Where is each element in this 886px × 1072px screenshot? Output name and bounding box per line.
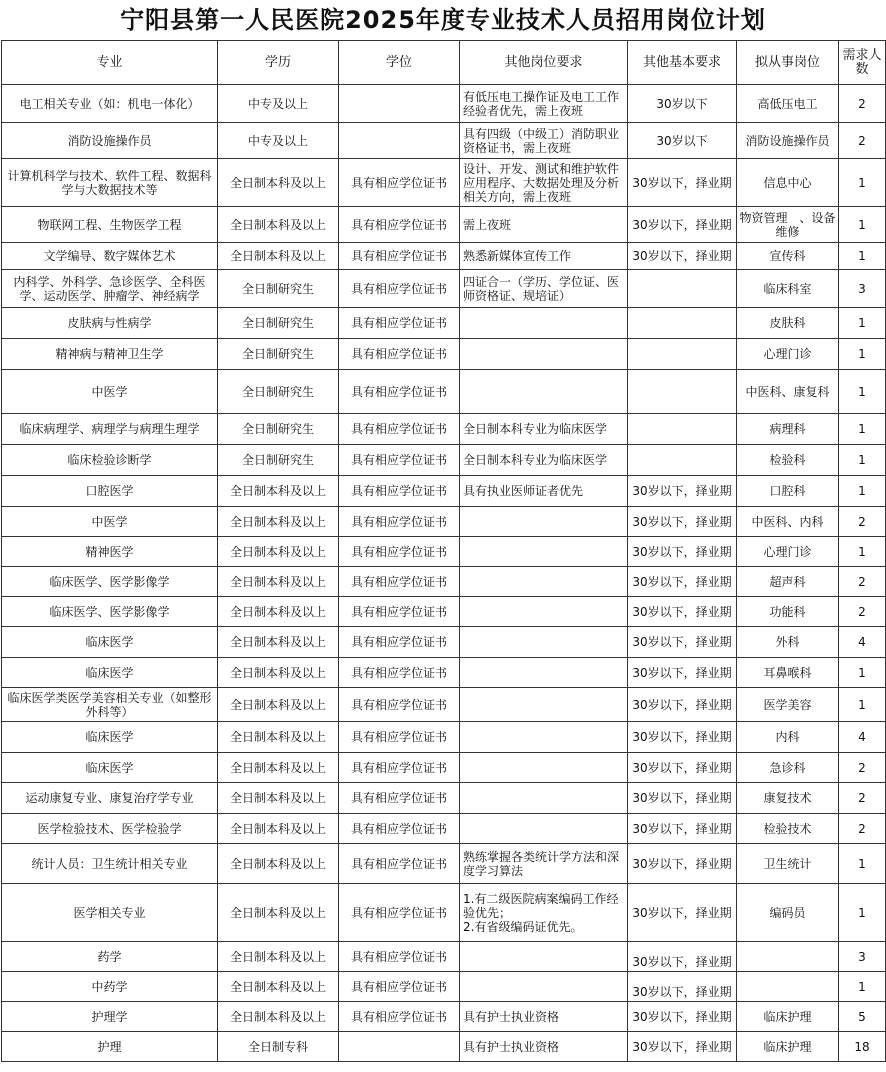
table-row [2,814,886,844]
cell-headcount: 1 [839,658,886,688]
cell-other-post-req [460,597,628,627]
cell-basic-req: 30岁以下，择业期 [628,753,737,783]
cell-major: 临床医学 [2,627,218,658]
table-row [2,537,886,567]
cell-basic-req: 30岁以下 [628,123,737,159]
cell-other-post-req [460,972,628,1002]
cell-headcount: 1 [839,445,886,476]
header-row [2,41,886,85]
cell-degree: 具有相应学位证书 [339,537,460,567]
cell-headcount: 3 [839,942,886,972]
cell-headcount: 1 [839,159,886,207]
cell-basic-req: 30岁以下，择业期 [628,688,737,722]
cell-degree [339,123,460,159]
cell-major: 医学检验技术、医学检验学 [2,814,218,844]
cell-major: 临床医学 [2,658,218,688]
cell-major: 统计人员：卫生统计相关专业 [2,844,218,884]
cell-other-post-req [460,658,628,688]
cell-major: 临床病理学、病理学与病理生理学 [2,414,218,445]
cell-basic-req: 30岁以下，择业期 [628,1002,737,1032]
cell-basic-req: 30岁以下，择业期 [628,942,737,972]
cell-basic-req: 30岁以下，择业期 [628,722,737,753]
cell-education: 全日制本科及以上 [218,207,339,243]
page-title: 宁阳县第一人民医院2025年度专业技术人员招用岗位计划 [120,6,766,34]
cell-education: 全日制本科及以上 [218,814,339,844]
cell-education: 全日制专科 [218,1032,339,1062]
cell-other-post-req [460,814,628,844]
cell-basic-req: 30岁以下，择业期 [628,537,737,567]
cell-degree: 具有相应学位证书 [339,476,460,507]
cell-major: 临床医学、医学影像学 [2,567,218,597]
cell-position: 宣传科 [737,243,839,270]
cell-position: 外科 [737,627,839,658]
cell-major: 精神医学 [2,537,218,567]
cell-education: 全日制本科及以上 [218,159,339,207]
cell-basic-req: 30岁以下 [628,85,737,123]
table-row [2,658,886,688]
table-row [2,567,886,597]
cell-other-post-req [460,942,628,972]
cell-degree: 具有相应学位证书 [339,844,460,884]
cell-headcount: 1 [839,207,886,243]
cell-degree: 具有相应学位证书 [339,159,460,207]
cell-education: 全日制本科及以上 [218,972,339,1002]
recruitment-table [1,40,886,1062]
cell-education: 全日制本科及以上 [218,507,339,537]
table-row [2,123,886,159]
cell-headcount: 2 [839,783,886,814]
cell-education: 全日制本科及以上 [218,627,339,658]
cell-major: 临床医学、医学影像学 [2,597,218,627]
cell-degree: 具有相应学位证书 [339,783,460,814]
cell-education: 全日制研究生 [218,445,339,476]
cell-position: 皮肤科 [737,308,839,339]
cell-degree [339,1032,460,1062]
cell-position [737,942,839,972]
cell-position: 临床科室 [737,270,839,308]
table-row [2,1002,886,1032]
table-row [2,972,886,1002]
header-position: 拟从事岗位 [737,41,839,85]
cell-other-post-req [460,507,628,537]
table-row [2,597,886,627]
cell-degree: 具有相应学位证书 [339,814,460,844]
cell-basic-req: 30岁以下，择业期 [628,597,737,627]
cell-major: 物联网工程、生物医学工程 [2,207,218,243]
cell-basic-req: 30岁以下，择业期 [628,658,737,688]
cell-other-post-req [460,722,628,753]
cell-basic-req: 30岁以下，择业期 [628,972,737,1002]
cell-position: 检验技术 [737,814,839,844]
cell-headcount: 1 [839,844,886,884]
cell-other-post-req [460,537,628,567]
cell-headcount: 2 [839,85,886,123]
cell-degree: 具有相应学位证书 [339,445,460,476]
cell-degree: 具有相应学位证书 [339,507,460,537]
header-degree: 学位 [339,41,460,85]
cell-degree: 具有相应学位证书 [339,1002,460,1032]
cell-education: 中专及以上 [218,85,339,123]
cell-major: 内科学、外科学、急诊医学、全科医学、运动医学、肿瘤学、神经病学 [2,270,218,308]
cell-headcount: 18 [839,1032,886,1062]
cell-basic-req: 30岁以下，择业期 [628,844,737,884]
cell-education: 全日制研究生 [218,308,339,339]
cell-major: 口腔医学 [2,476,218,507]
cell-degree: 具有相应学位证书 [339,942,460,972]
cell-other-post-req: 全日制本科专业为临床医学 [460,445,628,476]
cell-major: 运动康复专业、康复治疗学专业 [2,783,218,814]
cell-other-post-req [460,339,628,370]
cell-headcount: 2 [839,597,886,627]
cell-position: 耳鼻喉科 [737,658,839,688]
cell-major: 计算机科学与技术、软件工程、数据科学与大数据技术等 [2,159,218,207]
cell-position: 急诊科 [737,753,839,783]
table-row [2,1032,886,1062]
cell-headcount: 1 [839,537,886,567]
cell-degree: 具有相应学位证书 [339,627,460,658]
cell-other-post-req [460,370,628,414]
cell-degree: 具有相应学位证书 [339,722,460,753]
cell-other-post-req [460,688,628,722]
cell-degree: 具有相应学位证书 [339,270,460,308]
cell-education: 全日制本科及以上 [218,1002,339,1032]
cell-basic-req: 30岁以下，择业期 [628,507,737,537]
cell-position [737,972,839,1002]
cell-headcount: 1 [839,414,886,445]
cell-other-post-req [460,753,628,783]
cell-education: 全日制本科及以上 [218,753,339,783]
cell-headcount: 2 [839,123,886,159]
cell-basic-req: 30岁以下，择业期 [628,884,737,942]
cell-degree: 具有相应学位证书 [339,308,460,339]
cell-other-post-req: 有低压电工操作证及电工工作经验者优先，需上夜班 [460,85,628,123]
cell-degree: 具有相应学位证书 [339,658,460,688]
table-row [2,884,886,942]
cell-major: 中医学 [2,370,218,414]
cell-position: 中医科、内科 [737,507,839,537]
header-headcount: 需求人数 [839,41,886,85]
cell-basic-req: 30岁以下，择业期 [628,567,737,597]
cell-degree: 具有相应学位证书 [339,243,460,270]
table-row [2,85,886,123]
cell-basic-req [628,339,737,370]
cell-major: 药学 [2,942,218,972]
cell-headcount: 1 [839,243,886,270]
cell-headcount: 1 [839,972,886,1002]
cell-headcount: 3 [839,270,886,308]
cell-education: 全日制本科及以上 [218,243,339,270]
cell-position: 内科 [737,722,839,753]
cell-position: 临床护理 [737,1032,839,1062]
cell-position: 信息中心 [737,159,839,207]
header-major: 专业 [2,41,218,85]
cell-basic-req [628,370,737,414]
cell-education: 全日制本科及以上 [218,942,339,972]
cell-other-post-req: 需上夜班 [460,207,628,243]
table-row [2,414,886,445]
cell-headcount: 4 [839,627,886,658]
table-row [2,688,886,722]
cell-basic-req: 30岁以下，择业期 [628,243,737,270]
cell-position: 物资管理 、设备维修 [737,207,839,243]
cell-education: 全日制本科及以上 [218,597,339,627]
cell-major: 临床医学类医学美容相关专业（如整形外科等） [2,688,218,722]
cell-major: 精神病与精神卫生学 [2,339,218,370]
cell-basic-req: 30岁以下，择业期 [628,814,737,844]
table-row [2,722,886,753]
cell-position: 高低压电工 [737,85,839,123]
cell-education: 中专及以上 [218,123,339,159]
header-other-post-req: 其他岗位要求 [460,41,628,85]
header-basic-req: 其他基本要求 [628,41,737,85]
cell-position: 功能科 [737,597,839,627]
table-row [2,507,886,537]
cell-headcount: 2 [839,814,886,844]
cell-education: 全日制本科及以上 [218,688,339,722]
cell-basic-req: 30岁以下，择业期 [628,627,737,658]
header-education: 学历 [218,41,339,85]
cell-headcount: 1 [839,308,886,339]
cell-position: 心理门诊 [737,339,839,370]
cell-degree: 具有相应学位证书 [339,597,460,627]
table-row [2,753,886,783]
cell-position: 中医科、康复科 [737,370,839,414]
cell-basic-req: 30岁以下，择业期 [628,207,737,243]
cell-education: 全日制研究生 [218,414,339,445]
cell-position: 超声科 [737,567,839,597]
cell-other-post-req: 具有护士执业资格 [460,1032,628,1062]
cell-other-post-req: 四证合一（学历、学位证、医师资格证、规培证） [460,270,628,308]
cell-degree: 具有相应学位证书 [339,339,460,370]
cell-other-post-req [460,567,628,597]
cell-other-post-req: 1.有二级医院病案编码工作经验优先； 2.有省级编码证优先。 [460,884,628,942]
cell-degree: 具有相应学位证书 [339,414,460,445]
table-row [2,476,886,507]
cell-headcount: 1 [839,339,886,370]
cell-headcount: 5 [839,1002,886,1032]
table-row [2,243,886,270]
cell-education: 全日制本科及以上 [218,844,339,884]
cell-major: 医学相关专业 [2,884,218,942]
cell-position: 医学美容 [737,688,839,722]
cell-basic-req [628,270,737,308]
table-row [2,270,886,308]
cell-other-post-req [460,783,628,814]
cell-headcount: 1 [839,884,886,942]
cell-headcount: 1 [839,688,886,722]
cell-headcount: 4 [839,722,886,753]
table-row [2,370,886,414]
cell-major: 中药学 [2,972,218,1002]
cell-headcount: 2 [839,567,886,597]
cell-other-post-req: 熟悉新媒体宣传工作 [460,243,628,270]
cell-other-post-req: 设计、开发、测试和维护软件应用程序、大数据处理及分析相关方向，需上夜班 [460,159,628,207]
cell-other-post-req: 全日制本科专业为临床医学 [460,414,628,445]
cell-position: 编码员 [737,884,839,942]
cell-basic-req: 30岁以下，择业期 [628,476,737,507]
cell-position: 康复技术 [737,783,839,814]
cell-major: 电工相关专业（如：机电一体化） [2,85,218,123]
cell-basic-req: 30岁以下，择业期 [628,159,737,207]
cell-basic-req [628,414,737,445]
table-body [2,85,886,1062]
table-row [2,627,886,658]
cell-headcount: 1 [839,370,886,414]
cell-education: 全日制研究生 [218,370,339,414]
cell-position: 临床护理 [737,1002,839,1032]
table-row [2,207,886,243]
cell-other-post-req [460,308,628,339]
cell-major: 临床医学 [2,722,218,753]
cell-education: 全日制本科及以上 [218,476,339,507]
cell-basic-req [628,445,737,476]
cell-other-post-req [460,627,628,658]
table-row [2,445,886,476]
cell-basic-req: 30岁以下，择业期 [628,783,737,814]
cell-degree: 具有相应学位证书 [339,753,460,783]
cell-headcount: 1 [839,476,886,507]
cell-education: 全日制本科及以上 [218,537,339,567]
cell-position: 卫生统计 [737,844,839,884]
cell-major: 皮肤病与性病学 [2,308,218,339]
cell-degree: 具有相应学位证书 [339,972,460,1002]
table-row [2,844,886,884]
cell-position: 检验科 [737,445,839,476]
cell-major: 中医学 [2,507,218,537]
cell-headcount: 2 [839,753,886,783]
cell-basic-req [628,308,737,339]
cell-education: 全日制研究生 [218,339,339,370]
cell-major: 消防设施操作员 [2,123,218,159]
cell-other-post-req: 熟练掌握各类统计学方法和深度学习算法 [460,844,628,884]
cell-major: 文学编导、数字媒体艺术 [2,243,218,270]
cell-degree [339,85,460,123]
cell-degree: 具有相应学位证书 [339,370,460,414]
cell-other-post-req: 具有执业医师证者优先 [460,476,628,507]
cell-education: 全日制本科及以上 [218,783,339,814]
cell-basic-req: 30岁以下，择业期 [628,1032,737,1062]
table-row [2,308,886,339]
cell-headcount: 2 [839,507,886,537]
cell-education: 全日制本科及以上 [218,567,339,597]
cell-education: 全日制本科及以上 [218,884,339,942]
cell-degree: 具有相应学位证书 [339,567,460,597]
cell-education: 全日制本科及以上 [218,722,339,753]
table-row [2,339,886,370]
table-row [2,783,886,814]
cell-position: 口腔科 [737,476,839,507]
cell-position: 消防设施操作员 [737,123,839,159]
table-row [2,159,886,207]
cell-major: 临床检验诊断学 [2,445,218,476]
cell-degree: 具有相应学位证书 [339,884,460,942]
cell-position: 病理科 [737,414,839,445]
cell-education: 全日制本科及以上 [218,658,339,688]
cell-major: 护理学 [2,1002,218,1032]
cell-degree: 具有相应学位证书 [339,688,460,722]
cell-position: 心理门诊 [737,537,839,567]
cell-degree: 具有相应学位证书 [339,207,460,243]
cell-other-post-req: 具有护士执业资格 [460,1002,628,1032]
cell-major: 临床医学 [2,753,218,783]
cell-education: 全日制研究生 [218,270,339,308]
table-row [2,942,886,972]
cell-major: 护理 [2,1032,218,1062]
cell-other-post-req: 具有四级（中级工）消防职业资格证书，需上夜班 [460,123,628,159]
